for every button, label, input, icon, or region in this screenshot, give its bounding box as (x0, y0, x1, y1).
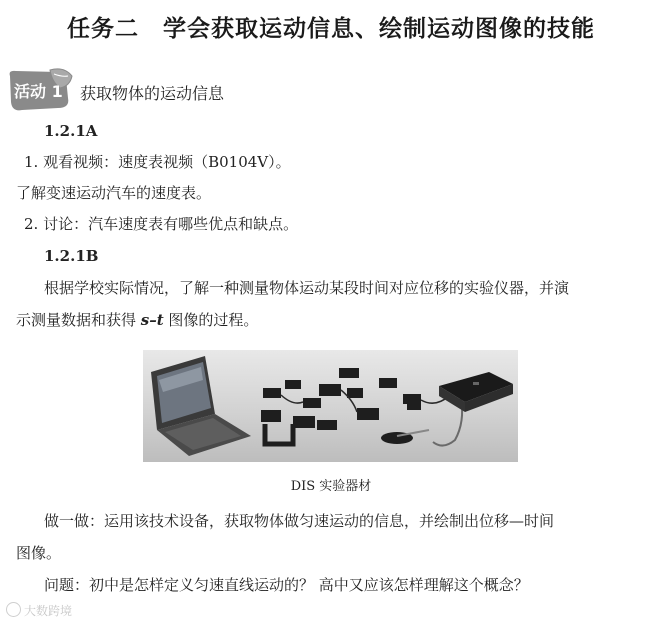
paragraph-b-line2 (16, 313, 258, 328)
paragraph-b-line2-pre: 示测量数据和获得 (16, 311, 141, 329)
section-heading-b: 1.2.1B (44, 247, 99, 265)
paragraph-a1: 1. 观看视频：速度表视频（B0104V）。 (24, 153, 291, 171)
question-line: 问题：初中是怎样定义匀速直线运动的？ 高中又应该怎样理解这个概念？ (44, 576, 529, 594)
variable-s-t: s–t (140, 311, 164, 329)
watermark-text: 大数跨境 (24, 604, 73, 618)
dis-equipment-illustration (143, 350, 518, 462)
paragraph-b-line2-post: 图像的过程。 (163, 311, 259, 329)
watermark-icon (6, 602, 21, 617)
watermark (6, 602, 72, 619)
figure-caption: DIS 实验器材 (290, 479, 372, 494)
task-line2: 图像。 (16, 544, 62, 562)
activity-title: 获取物体的运动信息 (80, 84, 225, 103)
paragraph-b-line1: 根据学校实际情况，了解一种测量物体运动某段时间对应位移的实验仪器，并演 (44, 279, 570, 297)
page-title: 任务二 学会获取运动信息、绘制运动图像的技能 (67, 16, 595, 42)
dis-equipment-photo (143, 350, 518, 462)
activity-badge-label: 活动 1 (14, 82, 63, 101)
task-line1: 做一做：运用该技术设备，获取物体做匀速运动的信息，并绘制出位移—时间 (44, 512, 555, 530)
paragraph-a2: 了解变速运动汽车的速度表。 (16, 184, 212, 202)
paragraph-a3: 2. 讨论：汽车速度表有哪些优点和缺点。 (24, 215, 299, 233)
section-heading-a: 1.2.1A (44, 122, 98, 140)
